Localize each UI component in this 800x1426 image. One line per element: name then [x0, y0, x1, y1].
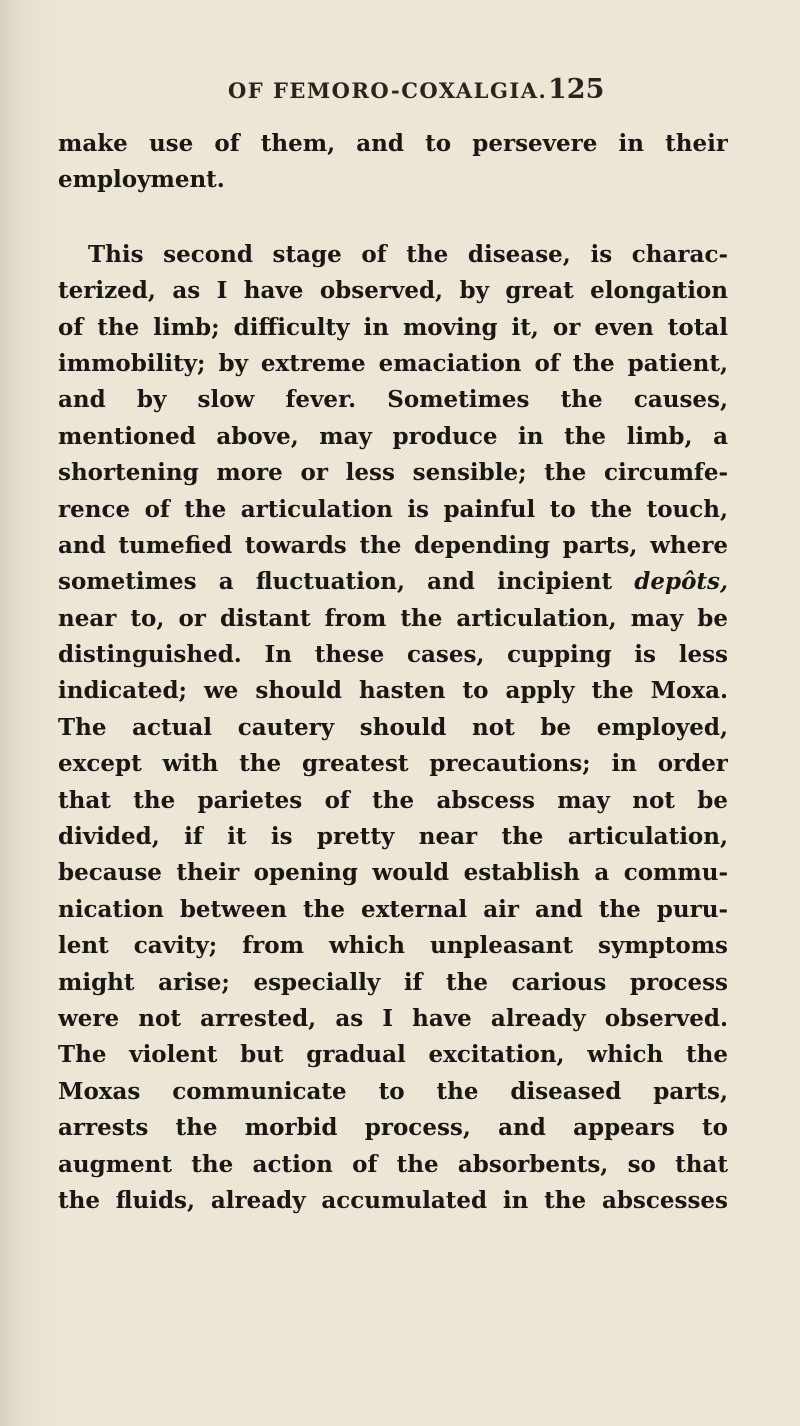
text-line: The actual cautery should not be employed,: [58, 713, 728, 741]
text-line: This second stage of the disease, is charac-: [88, 240, 728, 268]
text-line: terized, as I have observed, by great elongation: [58, 277, 728, 305]
text-line: mentioned above, may produce in the limb, a: [58, 422, 728, 450]
text-line: nication between the external air and the puru-: [58, 895, 728, 923]
text-line: Moxas communicate to the diseased parts,: [58, 1077, 728, 1105]
text-line: that the parietes of the abscess may not be: [58, 786, 728, 814]
text-line: near to, or distant from the articulation, may be: [58, 604, 728, 632]
body-text: [58, 126, 728, 1219]
text-line: employment.: [58, 166, 225, 194]
page-number: 125: [548, 74, 605, 105]
text-line: augment the action of the absorbents, so that: [58, 1150, 728, 1178]
text-line: The violent but gradual excitation, which the: [58, 1041, 728, 1069]
paragraph-gap: [58, 199, 728, 237]
text-line: divided, if it is pretty near the articulation,: [58, 823, 728, 851]
text-line: distinguished. In these cases, cupping is less: [58, 641, 728, 669]
text-line: make use of them, and to persevere in their: [58, 130, 728, 157]
text-line: shortening more or less sensible; the circumfe-: [58, 459, 728, 487]
text-line: rence of the articulation is painful to the touch,: [58, 495, 728, 523]
text-line: except with the greatest precautions; in order: [58, 750, 728, 778]
text-line: lent cavity; from which unpleasant symptoms: [58, 932, 728, 960]
text-line: and tumefied towards the depending parts, where: [58, 531, 728, 559]
italic-word: depôts,: [634, 568, 728, 596]
text-line: of the limb; difficulty in moving it, or even total: [58, 313, 728, 341]
text-line: might arise; especially if the carious process: [58, 968, 728, 996]
text-segment: sometimes a fluctuation, and incipient: [58, 568, 635, 596]
text-line: and by slow fever. Sometimes the causes,: [58, 386, 728, 414]
text-line-with-italic: [58, 564, 728, 600]
text-line: the fluids, already accumulated in the abscesses: [58, 1186, 728, 1214]
text-line: immobility; by extreme emaciation of the patient,: [58, 349, 728, 377]
text-line: indicated; we should hasten to apply the Moxa.: [58, 677, 728, 705]
running-head: OF FEMORO-COXALGIA.: [228, 78, 548, 103]
text-line: were not arrested, as I have already observed.: [58, 1004, 728, 1032]
text-line: arrests the morbid process, and appears to: [58, 1114, 728, 1142]
text-line: because their opening would establish a commu-: [58, 859, 728, 887]
page-header: [0, 74, 800, 114]
